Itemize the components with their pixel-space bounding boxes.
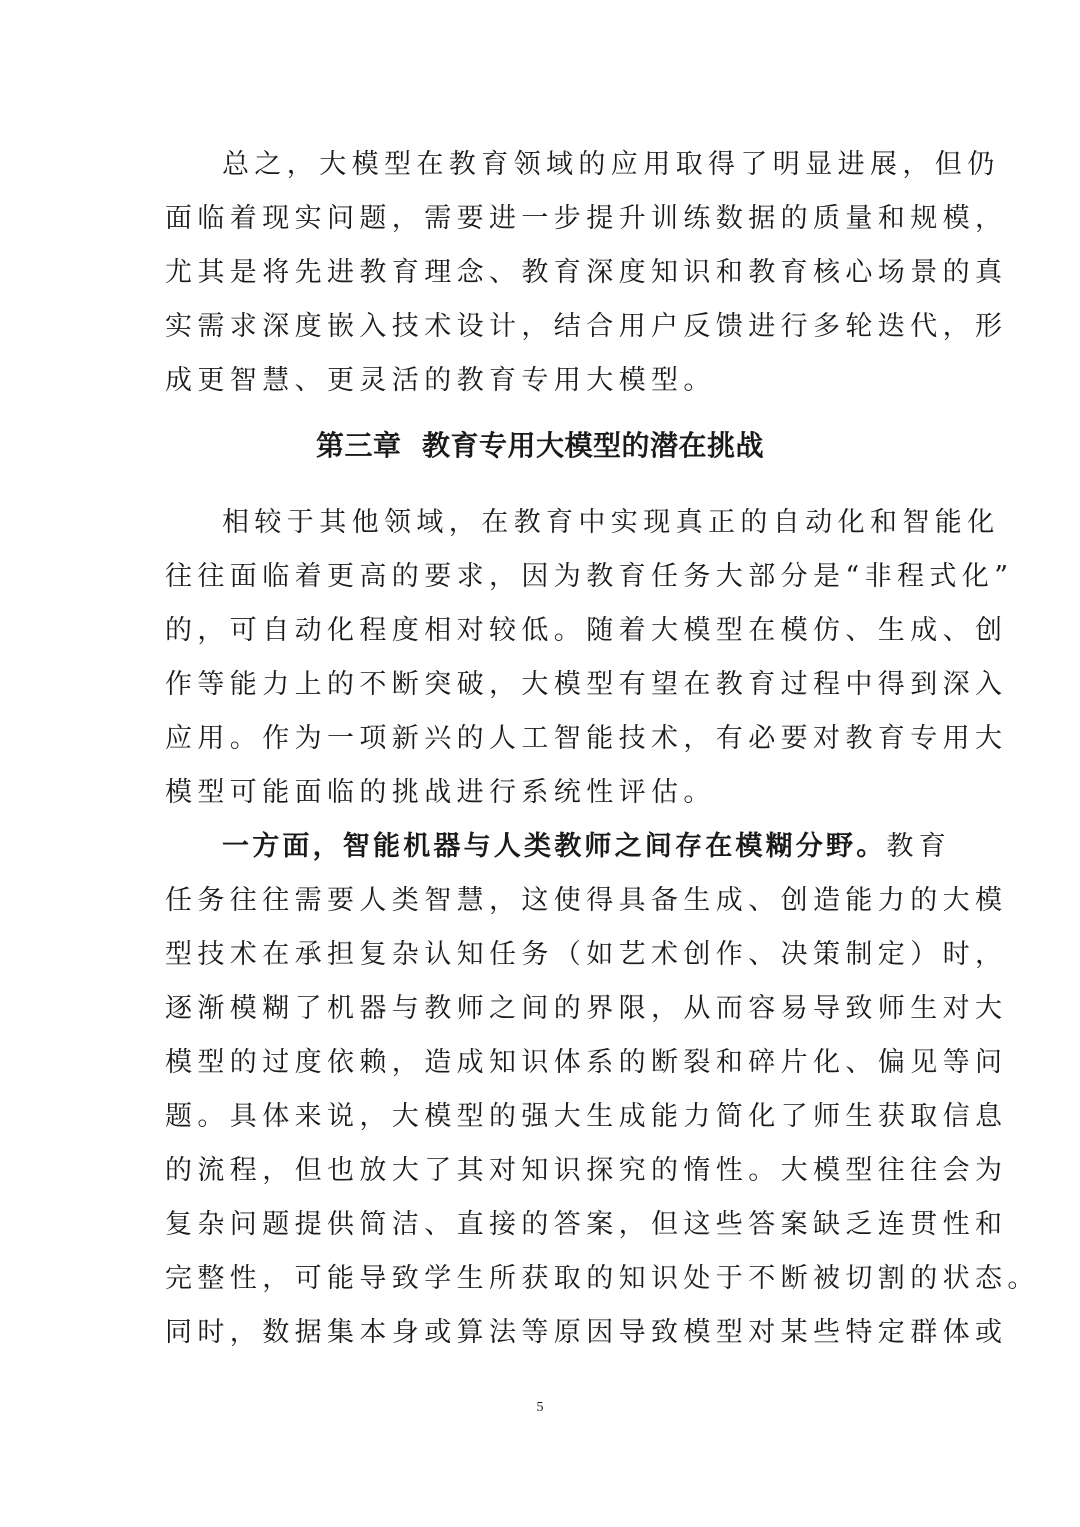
- paragraph1-line-1: 总之，大模型在教育领域的应用取得了明显进展，但仍: [222, 149, 1000, 180]
- paragraph1-line-4: 实需求深度嵌入技术设计，结合用户反馈进行多轮迭代，形: [165, 311, 1008, 342]
- paragraph3-line-3: 型技术在承担复杂认知任务（如艺术创作、决策制定）时，: [165, 939, 1008, 970]
- paragraph3-line-6: 题。具体来说，大模型的强大生成能力简化了师生获取信息: [165, 1101, 1008, 1132]
- page-number: 5: [536, 1400, 544, 1415]
- paragraph2-line-2: 往往面临着更高的要求，因为教育任务大部分是“非程式化”: [165, 561, 1014, 592]
- paragraph1-line-5: 成更智慧、更灵活的教育专用大模型。: [165, 365, 716, 396]
- paragraph3-line-10: 同时，数据集本身或算法等原因导致模型对某些特定群体或: [165, 1317, 1008, 1348]
- paragraph3-first-line-rest: 教育: [886, 831, 952, 862]
- paragraph2-line-3: 的，可自动化程度相对较低。随着大模型在模仿、生成、创: [165, 615, 1008, 646]
- paragraph2-line-4: 作等能力上的不断突破，大模型有望在教育过程中得到深入: [165, 669, 1008, 700]
- chapter-heading: 第三章 教育专用大模型的潜在挑战: [316, 429, 764, 462]
- paragraph3-line-7: 的流程，但也放大了其对知识探究的惰性。大模型往往会为: [165, 1155, 1008, 1186]
- paragraph3-line-8: 复杂问题提供简洁、直接的答案，但这些答案缺乏连贯性和: [165, 1209, 1008, 1240]
- paragraph2-line-5: 应用。作为一项新兴的人工智能技术，有必要对教育专用大: [165, 723, 1008, 754]
- paragraph3-line-2: 任务往往需要人类智慧，这使得具备生成、创造能力的大模: [165, 885, 1008, 916]
- paragraph3-line-4: 逐渐模糊了机器与教师之间的界限，从而容易导致师生对大: [165, 993, 1008, 1024]
- paragraph3-line-5: 模型的过度依赖，造成知识体系的断裂和碎片化、偏见等问: [165, 1047, 1008, 1078]
- paragraph3-line-9: 完整性，可能导致学生所获取的知识处于不断被切割的状态。: [165, 1263, 1040, 1294]
- paragraph2-line-6: 模型可能面临的挑战进行系统性评估。: [165, 777, 716, 808]
- paragraph1-line-3: 尤其是将先进教育理念、教育深度知识和教育核心场景的真: [165, 257, 1008, 288]
- paragraph2-line-1: 相较于其他领域，在教育中实现真正的自动化和智能化: [222, 507, 1000, 538]
- paragraph3-line-1: [222, 827, 952, 867]
- paragraph1-line-2: 面临着现实问题，需要进一步提升训练数据的质量和规模，: [165, 203, 1008, 234]
- paragraph3-bold-lead: 一方面，智能机器与人类教师之间存在模糊分野。: [222, 831, 887, 862]
